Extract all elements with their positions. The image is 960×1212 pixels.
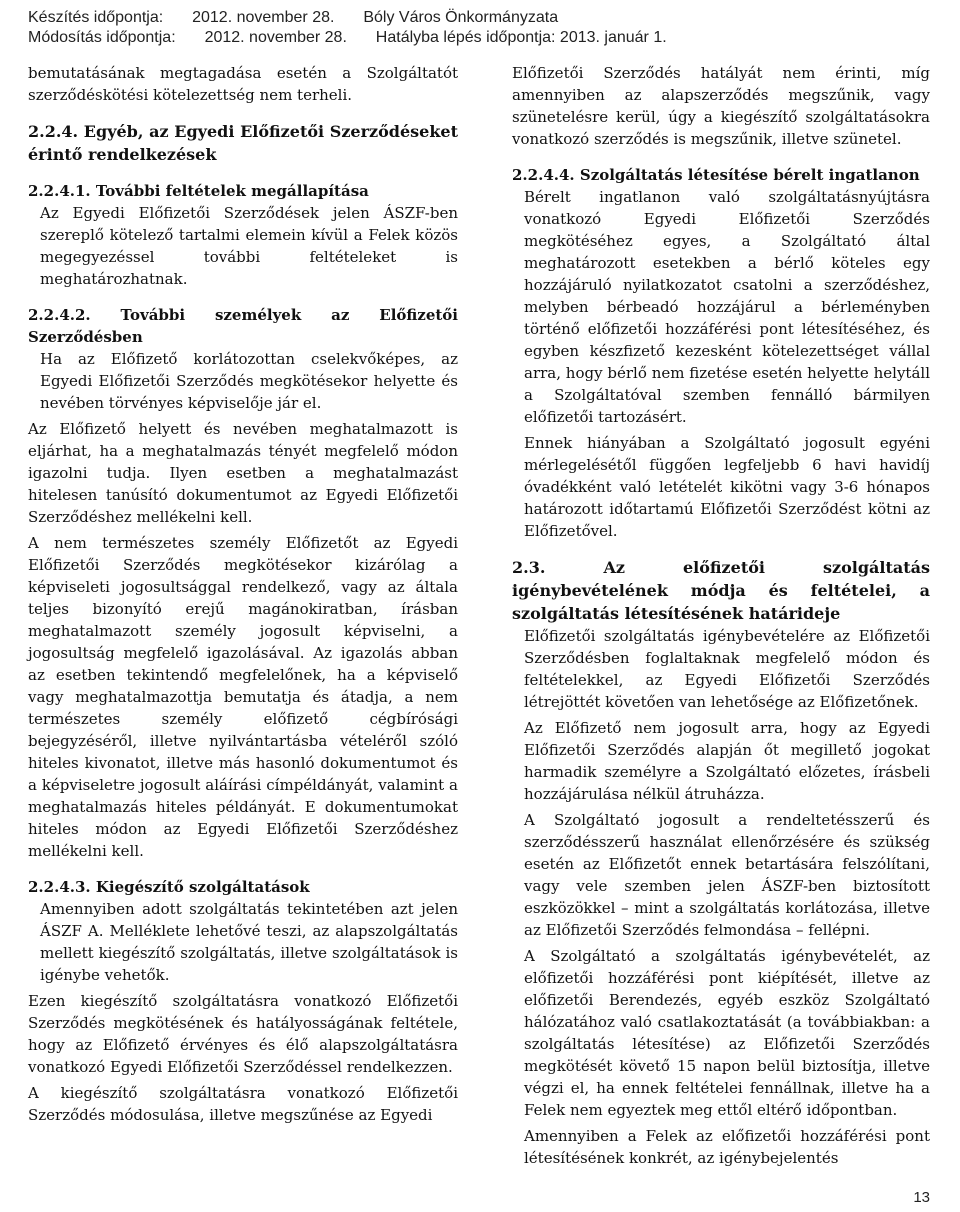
page-header xyxy=(28,8,667,48)
section-heading-2-3: 2.3. Az előfizetői szolgáltatás igénybevételének módja és feltételei, a szolgáltatás létesítésének határideje xyxy=(512,558,930,623)
page-number: 13 xyxy=(913,1189,930,1206)
paragraph: Az Előfizető helyett és nevében meghatalmazott is eljárhat, ha a meghatalmazás tényét megfelelő módon igazolni tudja. Ilyen esetben a meghatalmazást hitelesen tanúsító dokumentumot az Egyedi Előfizetői Szerződéshez mellékelni kell. xyxy=(28,420,458,526)
section-heading-2-2-4-1: 2.2.4.1. További feltételek megállapítása xyxy=(28,182,369,200)
paragraph: A Szolgáltató a szolgáltatás igénybevételét, az előfizetői hozzáférési pont kiépítését, illetve az előfizetői Berendezés, egyéb eszköz Szolgáltató hálózatához való csatlakoztatását (a továbbiakban: a szolgáltatás létesítése) az Előfizetői Szerződés megkötését követő 15 napon belül biztosítja, illetve végzi el, ha ennek feltételei fennállnak, illetve ha a Felek nem egyeztek meg ettől eltérő időpontban. xyxy=(524,947,930,1119)
section-heading-2-2-4: 2.2.4. Egyéb, az Egyedi Előfizetői Szerződéseket érintő rendelkezések xyxy=(28,122,458,164)
left-column xyxy=(28,62,458,1130)
paragraph: Előfizetői Szerződés hatályát nem érinti, míg amennyiben az alapszerződés megszűnik, vagy szünetelésre kerül, úgy a kiegészítő szolgáltatásokra vonatkozó szerződés is megszűnik, illetve szünetel. xyxy=(512,64,930,148)
right-column xyxy=(512,62,930,1173)
paragraph: Amennyiben a Felek az előfizetői hozzáférési pont létesítésének konkrét, az igénybejelentés xyxy=(524,1127,930,1167)
modified-label: Módosítás időpontja: xyxy=(28,29,176,46)
section-heading-2-2-4-2: 2.2.4.2. További személyek az Előfizetői Szerződésben xyxy=(28,306,458,346)
effective-date: Hatályba lépés időpontja: 2013. január 1. xyxy=(375,29,667,46)
header-row-modified xyxy=(28,28,667,48)
paragraph: Amennyiben adott szolgáltatás tekintetében azt jelen ÁSZF A. Melléklete lehetővé teszi, az alapszolgáltatás mellett kiegészítő szolgáltatás, illetve szolgáltatások is igénybe vehetők. xyxy=(40,900,458,984)
created-label: Készítés időpontja: xyxy=(28,9,164,26)
modified-date: 2012. november 28. xyxy=(204,29,347,46)
paragraph: A kiegészítő szolgáltatásra vonatkozó Előfizetői Szerződés módosulása, illetve megszűnése az Egyedi xyxy=(28,1084,458,1124)
paragraph: Ha az Előfizető korlátozottan cselekvőképes, az Egyedi Előfizetői Szerződés megkötésekor helyette és nevében törvényes képviselője jár el. xyxy=(40,350,458,412)
organization-name: Bóly Város Önkormányzata xyxy=(363,9,559,26)
created-date: 2012. november 28. xyxy=(192,9,335,26)
paragraph: Ennek hiányában a Szolgáltató jogosult egyéni mérlegelésétől függően legfeljebb 6 havi havidíj óvadékként való letételét kikötni vagy 3-6 hónapos határozott időtartamú Előfizetői Szerződést kötni az Előfizetővel. xyxy=(524,434,930,540)
paragraph: A nem természetes személy Előfizetőt az Egyedi Előfizetői Szerződés megkötésekor kizárólag a képviseleti jogosultsággal rendelkező, vagy az általa teljes bizonyító erejű magánokiratban, írásban meghatalmazott személy jogosult képviselni, a jogosultság megfelelő igazolásával. Az igazolás abban az esetben tekintendő megfelelőnek, ha a képviselő vagy meghatalmazottja bemutatja és átadja, a nem természetes személy előfizető cégbírósági bejegyzéséről, illetve nyilvántartásba vételéről szóló hiteles kivonatot, illetve más hasonló dokumentumot és a képviseletre jogosult aláírási címpéldányát, valamint a meghatalmazás hiteles példányát. E dokumentumokat hiteles módon az Egyedi Előfizetői Szerződéshez mellékelni kell. xyxy=(28,534,458,860)
section-heading-2-2-4-3: 2.2.4.3. Kiegészítő szolgáltatások xyxy=(28,878,310,896)
paragraph: Előfizetői szolgáltatás igénybevételére az Előfizetői Szerződésben foglaltaknak megfelelő módon és feltételekkel, az Egyedi Előfizetői Szerződés létrejöttét követően van lehetősége az Előfizetőnek. xyxy=(524,627,930,711)
paragraph: Az Egyedi Előfizetői Szerződések jelen ÁSZF-ben szereplő kötelező tartalmi elemein kívül a Felek közös megegyezéssel további feltételeket is meghatározhatnak. xyxy=(40,204,458,288)
section-heading-2-2-4-4: 2.2.4.4. Szolgáltatás létesítése bérelt ingatlanon xyxy=(512,166,920,184)
paragraph: Az Előfizető nem jogosult arra, hogy az Egyedi Előfizetői Szerződés alapján őt megillető jogokat harmadik személyre a Szolgáltató előzetes, írásbeli hozzájárulása nélkül átruházza. xyxy=(524,719,930,803)
header-row-created xyxy=(28,8,667,28)
paragraph: Bérelt ingatlanon való szolgáltatásnyújtásra vonatkozó Egyedi Előfizetői Szerződés megkötéséhez egyes, a Szolgáltató által meghatározott esetekben a bérlő köteles egy hozzájáruló nyilatkozatot csatolni a szerződéshez, melyben bérbeadó hozzájárul a bérleményben történő előfizetői hozzáférési pont létesítéséhez, és egyben készfizető kezesként kötelezettséget vállal arra, hogy bérlő nem fizetése esetén helyette helytáll a Szolgáltatóval szemben fennálló bármilyen előfizetői tartozásért. xyxy=(524,188,930,426)
paragraph: bemutatásának megtagadása esetén a Szolgáltatót szerződéskötési kötelezettség nem terheli. xyxy=(28,64,458,104)
paragraph: A Szolgáltató jogosult a rendeltetésszerű és szerződésszerű használat ellenőrzésére és szükség esetén az Előfizetőt ennek betartására felszólítani, vagy vele szemben jelen ÁSZF-ben biztosított eszközökkel – mint a szolgáltatás korlátozása, illetve az Előfizetői Szerződés felmondása – fellépni. xyxy=(524,811,930,939)
paragraph: Ezen kiegészítő szolgáltatásra vonatkozó Előfizetői Szerződés megkötésének és hatályosságának feltétele, hogy az Előfizető érvényes és élő alapszolgáltatásra vonatkozó Egyedi Előfizetői Szerződéssel rendelkezzen. xyxy=(28,992,458,1076)
